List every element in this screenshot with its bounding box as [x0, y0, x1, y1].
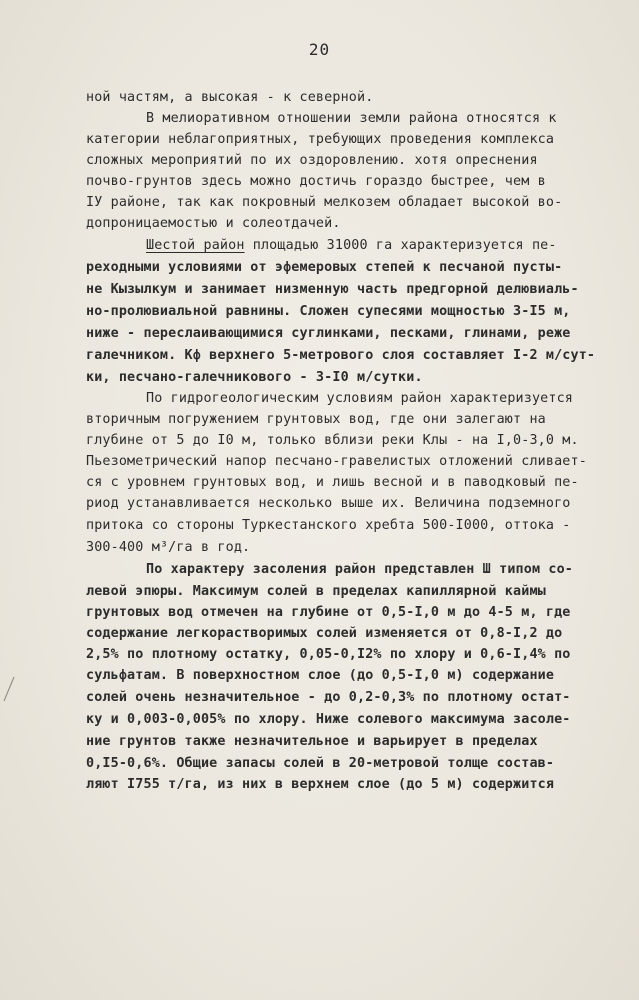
text-line — [86, 280, 579, 300]
text-line — [86, 754, 554, 774]
text-line — [146, 560, 573, 580]
line-text: ку и 0,003-0,005% по хлору. Ниже солевого максимума засоле- — [86, 712, 571, 727]
line-text: галечником. Кф верхнего 5-метрового слоя составляет I-2 м/сут- — [86, 348, 596, 363]
section-heading: Шестой район — [146, 238, 245, 253]
line-text: грунтовых вод отмечен на глубине от 0,5-I,0 м до 4-5 м, где — [86, 605, 571, 620]
margin-pencil-mark — [2, 675, 16, 703]
line-text: глубине от 5 до I0 м, только вблизи реки Клы - на I,0-3,0 м. — [86, 433, 579, 448]
text-line — [86, 302, 571, 322]
text-line — [86, 516, 571, 536]
text-line — [86, 645, 571, 665]
line-text: 0,I5-0,6%. Общие запасы солей в 20-метровой толще состав- — [86, 756, 555, 771]
line-text: Пьезометрический напор песчано-гравелистых отложений сливает- — [86, 454, 587, 469]
line-text: допроницаемостью и солеотдачей. — [86, 216, 341, 231]
text-line — [146, 109, 557, 129]
text-line — [86, 258, 562, 278]
text-line — [86, 732, 538, 752]
line-text: категории неблагоприятных, требующих проведения комплекса — [86, 132, 555, 147]
line-text: ся с уровнем грунтовых вод, и лишь весной и в паводковый пе- — [86, 475, 579, 490]
line-text: солей очень незначительное - до 0,2-0,3% по плотному остат- — [86, 690, 571, 705]
line-text: 300-400 м³/га в год. — [86, 540, 251, 555]
line-text: притока со стороны Туркестанского хребта 500-I000, оттока - — [86, 518, 571, 533]
line-text: ной частям, а высокая - к северной. — [86, 90, 374, 105]
line-text: ки, песчано-галечникового - 3-I0 м/сутки. — [86, 370, 423, 385]
text-line — [86, 346, 595, 366]
line-text: площадью 31000 га характеризуется пе- — [244, 238, 557, 253]
text-line — [86, 666, 554, 686]
text-line — [86, 410, 546, 430]
line-text: но-пролювиальной равнины. Сложен супесями мощностью 3-I5 м, — [86, 304, 571, 319]
text-line — [86, 88, 373, 108]
text-line — [146, 236, 557, 256]
text-line — [86, 324, 571, 344]
line-text: не Кызылкум и занимает низменную часть предгорной делювиаль- — [86, 282, 579, 297]
line-text: реходными условиями от эфемеровых степей к песчаной пусты- — [86, 260, 563, 275]
text-line — [86, 603, 571, 623]
text-line — [86, 431, 579, 451]
line-text: 2,5% по плотному остатку, 0,05-0,I2% по хлору и 0,6-I,4% по — [86, 647, 571, 662]
text-line — [86, 368, 423, 388]
text-line — [86, 538, 250, 558]
line-text: сульфатам. В поверхностном слое (до 0,5-I,0 м) содержание — [86, 668, 555, 683]
line-text: По гидрогеологическим условиям район характеризуется — [146, 391, 574, 406]
line-text: сложных мероприятий по их оздоровлению. хотя опреснения — [86, 153, 538, 168]
line-text: вторичным погружением грунтовых вод, где они залегают на — [86, 412, 546, 427]
text-line — [86, 172, 546, 192]
text-line — [86, 452, 587, 472]
page-number: 20 — [308, 40, 331, 59]
line-text: ляют I755 т/га, из них в верхнем слое (до 5 м) содержится — [86, 777, 555, 792]
line-text: В мелиоративном отношении земли района относятся к — [146, 111, 557, 126]
text-line — [86, 151, 538, 171]
line-text: левой эпюры. Максимум солей в пределах капиллярной каймы — [86, 584, 546, 599]
line-text: содержание легкорастворимых солей изменяется от 0,8-I,2 до — [86, 626, 563, 641]
line-text: По характеру засоления район представлен Ш типом со- — [146, 562, 574, 577]
text-line — [86, 775, 554, 795]
text-line — [86, 473, 579, 493]
text-line — [86, 582, 546, 602]
line-text: ниже - переслаивающимися суглинками, песками, глинами, реже — [86, 326, 571, 341]
line-text: почво-грунтов здесь можно достичь гораздо быстрее, чем в — [86, 174, 546, 189]
text-line — [86, 624, 562, 644]
text-line — [86, 688, 571, 708]
text-line — [86, 193, 562, 213]
text-line — [86, 214, 341, 234]
line-text: ние грунтов также незначительное и варьирует в пределах — [86, 734, 538, 749]
text-line — [86, 710, 571, 730]
text-line — [86, 130, 554, 150]
line-text: IУ районе, так как покровный мелкозем обладает высокой во- — [86, 195, 563, 210]
line-text: риод устанавливается несколько выше их. Величина подземного — [86, 496, 571, 511]
text-line — [146, 389, 573, 409]
text-line — [86, 494, 571, 514]
